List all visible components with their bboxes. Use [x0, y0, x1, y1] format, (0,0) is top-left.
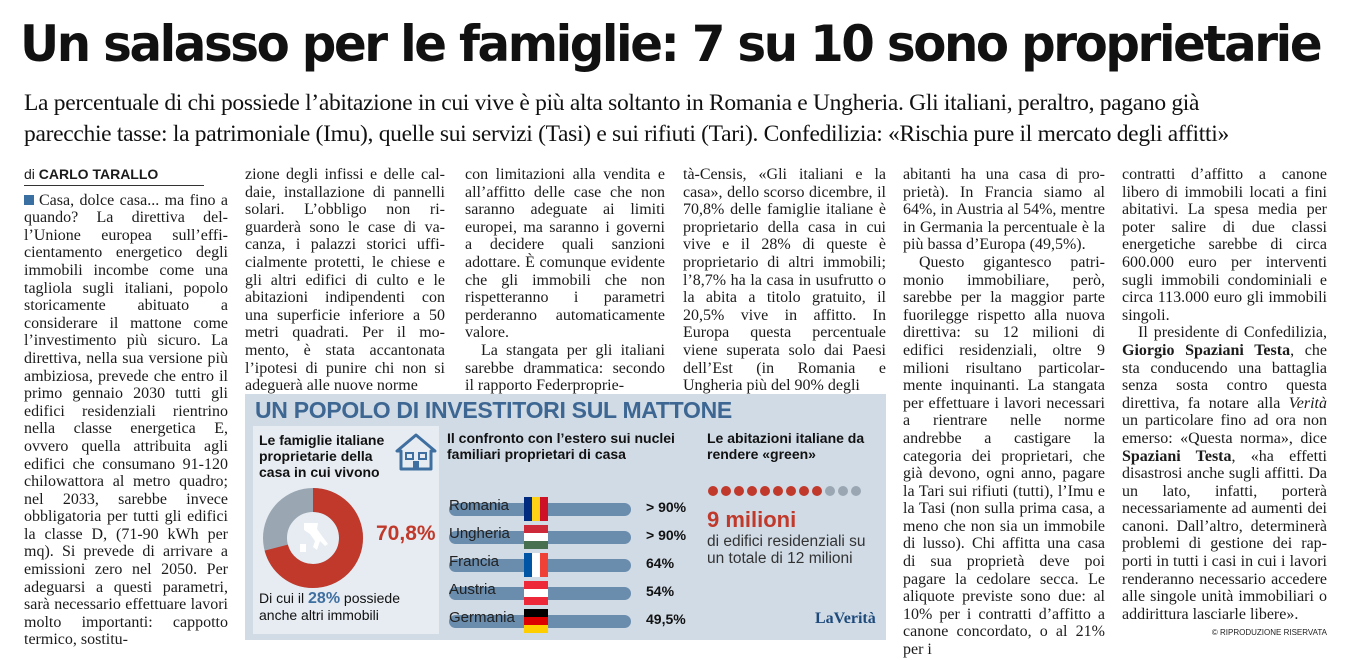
paragraph-text: tà-Censis, «Gli italiani e la casa», dello scorso dicembre, il 70,8% delle famiglie italiane è proprietario della casa in cui vive e il 28% di queste è proprietario di altri immobili; l’8,7% ha la casa in usufrutto o la abita a titolo gratuito, il 20,5% vive in affitto. In Europa questa percentuale viene superata solo dai Paesi dell’Est (in Romania e Ungheria più del 90% degli — [683, 166, 886, 395]
france-flag-icon — [524, 553, 548, 577]
byline — [24, 166, 204, 186]
subtitle — [24, 88, 1324, 150]
newspaper-logo: LaVerità — [815, 610, 876, 627]
headline: Un salasso per le famiglie: 7 su 10 sono proprietarie — [20, 15, 1321, 73]
panel-title: Le famiglie italiane proprietarie della casa in cui vivono — [259, 432, 385, 480]
building-dot-highlight — [773, 486, 783, 496]
subtitle-line-1: La percentuale di chi possiede l’abitazione in cui vive è più alta soltanto in Romania e Ungheria. Gli italiani, peraltro, pagano già — [24, 90, 1200, 116]
building-dot — [838, 486, 848, 496]
panel-title: Le abitazioni italiane da rendere «green» — [707, 430, 865, 462]
paragraph-text: Il presidente di Confedilizia, Giorgio Spaziani Testa, che sta conducendo una battaglia senza sosta contro questa direttiva, fa notare alla Verità un particolare fino ad ora non emerso: «Questa norma», dice Spaziani Testa, «ha effetti disastrosi anche sugli affitti. Da un lato, infatti, porterà necessariamente ad aumenti dei canoni. Dall’altro, determinerà problemi di gestione dei rapporti in tutti i casi in cui i lavori renderanno necessario accedere alle singole unità immobiliari o addirittura lasciarle libere». — [1122, 324, 1327, 623]
building-dot — [851, 486, 861, 496]
italy-map-icon — [300, 523, 328, 552]
value-label: > 90% — [646, 527, 687, 543]
infographic — [245, 394, 886, 640]
paragraph-text: Casa, dolce casa... ma fino a quando? La direttiva dell’Unione europea sull’efficientamento energetico degli immobili incombe come una tagliola sugli italiani, popolo storicamente abituato a considerare il mattone come l’investimento più sicuro. La direttiva, nella sua versione più ambiziosa, prevede che entro il primo gennaio 2030 tutti gli edifici residenziali rientrino nella classe energetica E, ovvero quella attribuita agli edifici che consumano 91-120 chilowattora al metro quadro; nel 2033, sarebbe invece obbligatoria per tutti gli edifici la classe D, (71-90 kWh per mq). Si prevede di arrivare a emissioni zero nel 2050. Per adeguarsi a questi parametri, sarà necessario effettuare lavori molto importanti: cappotto termico, sostitu- — [24, 191, 228, 649]
ownership-ring-chart — [255, 486, 371, 590]
building-dot-highlight — [734, 486, 744, 496]
infographic-panel-green-homes — [697, 426, 880, 634]
article-column-6 — [1122, 166, 1327, 622]
newspaper-name: Verità — [1288, 394, 1327, 412]
value-label: 49,5% — [646, 611, 686, 627]
building-dot-highlight — [786, 486, 796, 496]
infographic-panel-ownership — [253, 426, 439, 634]
infographic-title: UN POPOLO DI INVESTITORI SUL MATTONE — [255, 397, 732, 423]
value-label: > 90% — [646, 499, 687, 515]
value-label: 54% — [646, 583, 675, 599]
buildings-dot-row — [707, 484, 867, 498]
building-dot-highlight — [721, 486, 731, 496]
building-dot-highlight — [760, 486, 770, 496]
bar-row-germany — [449, 607, 689, 631]
building-dot-highlight — [708, 486, 718, 496]
panel-title: Il confronto con l’estero sui nuclei familiari proprietari di casa — [447, 430, 675, 462]
paragraph-text: Questo gigantesco patrimonio immobiliare, però, sarebbe per la maggior parte fuorilegge rispetto alla nuova direttiva: su 12 milioni di edifici residenziali, oltre 9 milioni risultano particolarmente inquinanti. La stangata per effettuare i lavori necessari a rientrare nelle norme andrebbe a castigare la categoria dei proprietari, che già devono, ogni anno, pagare la Tari sui rifiuti (tutti), l’Imu e la Tasi (non sulla prima casa, a meno che non sia un immobile di lusso). Chi affitta una casa di sua proprietà deve poi pagare la cedolare secca. Le aliquote previste sono due: al 10% per i contratti d’affitto a canone concordato, o al 21% per i — [903, 253, 1105, 659]
other-properties-note: Di cui il 28% possiede anche altri immobili — [259, 590, 400, 623]
article-column-3 — [465, 166, 665, 395]
article-column-4 — [683, 166, 886, 395]
article-column-1 — [24, 166, 228, 649]
bar-row-hungary — [449, 523, 689, 547]
paragraph-text: abitanti ha una casa di proprietà). In Francia siamo al 64%, in Austria al 54%, mentre in Germania la percentuale è la più bassa d’Europa (49,5%). — [903, 166, 1105, 254]
paragraph-text: contratti d’affitto a canone libero di immobili locati a fini abitativi. La spesa media per poter salire di due classi energetiche sarebbe di circa 600.000 euro per interventi sugli immobili condominiali e circa 113.000 euro gli immobili singoli. — [1122, 166, 1327, 324]
copyright-notice: © RIPRODUZIONE RISERVATA — [1211, 628, 1327, 637]
building-dot-highlight — [812, 486, 822, 496]
paragraph-text: La stangata per gli italiani sarebbe drammatica: secondo il rapporto Federproprie- — [465, 341, 665, 395]
house-icon — [395, 432, 437, 472]
paragraph-text: con limitazioni alla vendita e all’affitto delle case che non saranno adeguate ai limiti europei, ma saranno i governi a decidere quali sanzioni adottare. È comunque evidente che gli immobili che non rispetteranno i parametri perderanno automaticamente valore. — [465, 166, 665, 342]
building-dot-highlight — [799, 486, 809, 496]
building-dot-highlight — [747, 486, 757, 496]
bar-row-france — [449, 551, 689, 575]
germany-flag-icon — [524, 609, 548, 633]
other-properties-percentage: 28% — [308, 590, 341, 607]
country-label: Austria — [449, 581, 496, 598]
country-label: Romania — [449, 497, 510, 514]
austria-flag-icon — [524, 581, 548, 605]
subtitle-line-2: parecchie tasse: la patrimoniale (Imu), quelle sui servizi (Tasi) e sui rifiuti (Tari). Confedilizia: «Rischia pure il mercato degli affitti» — [24, 121, 1229, 147]
bar-row-austria — [449, 579, 689, 603]
person-name: Spaziani Testa — [1122, 447, 1232, 465]
big-number: 9 milioni — [707, 507, 797, 532]
paragraph-start-square-icon — [24, 195, 34, 205]
infographic-panel-comparison — [443, 426, 693, 634]
country-label: Francia — [449, 553, 500, 570]
ownership-percentage: 70,8% — [376, 522, 436, 545]
article-column-5 — [903, 166, 1105, 659]
byline-author: CARLO TARALLO — [38, 166, 159, 182]
big-number-description: di edifici residenziali su un totale di 12 milioni — [707, 533, 866, 567]
article-column-2 — [245, 166, 445, 395]
country-label: Ungheria — [449, 525, 510, 542]
hungary-flag-icon — [524, 525, 548, 549]
value-label: 64% — [646, 555, 675, 571]
building-dot — [825, 486, 835, 496]
byline-prefix: di — [24, 166, 35, 182]
paragraph-text: zione degli infissi e delle caldaie, installazione di pannelli solari. L’obbligo non riguarderà sono le case di vacanza, i palazzi storici ufficialmente protetti, le chiese e gli altri edifici di culto e le abitazioni indipendenti con una superficie inferiore a 50 metri quadrati. Per il momento, è stata accantonata l’ipotesi di punire chi non si adeguerà alle nuove norme — [245, 166, 445, 395]
romania-flag-icon — [524, 497, 548, 521]
person-name: Giorgio Spaziani Testa — [1122, 341, 1291, 359]
country-label: Germania — [449, 609, 515, 626]
bar-row-romania — [449, 495, 689, 519]
